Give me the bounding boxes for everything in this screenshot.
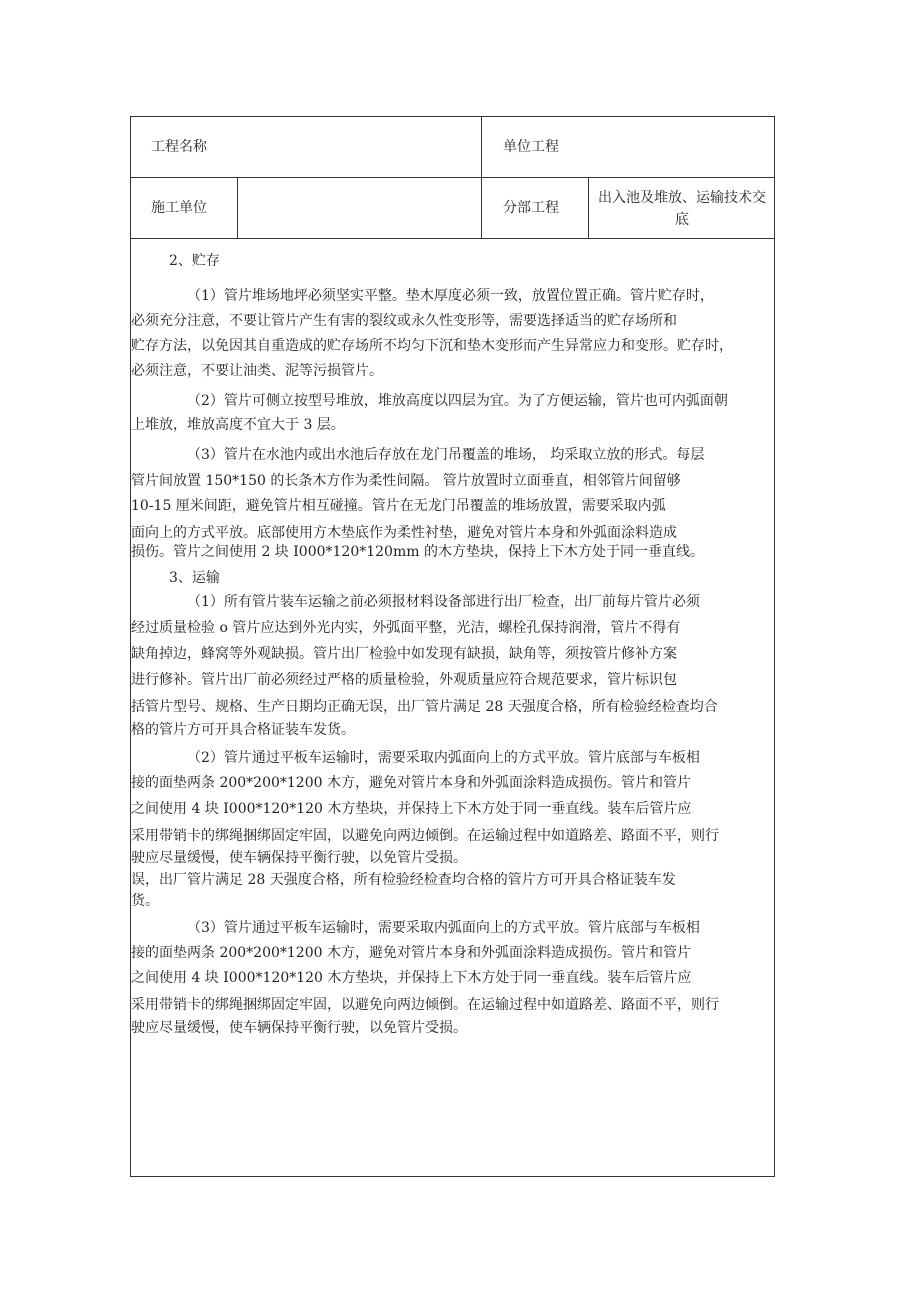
construction-unit-label: 施工单位	[151, 200, 207, 216]
disclosure-form-table	[130, 116, 775, 1177]
body-line: 采用带销卡的绑绳捆绑固定牢固，以避免向两边倾倒。在运输过程中如道路差、路面不平，则行	[131, 828, 719, 844]
body-line: 必须注意，不要让油类、泥等污损管片。	[131, 363, 383, 379]
body-line: 之间使用 4 块 I000*120*120 木方垫块，并保持上下木方处于同一垂直线。装车后管片应	[131, 970, 692, 986]
body-line: （3）管片在水池内或出水池后存放在龙门吊覆盖的堆场， 均采取立放的形式。每层	[187, 447, 705, 463]
body-line: 面向上的方式平放。底部使用方木垫底作为柔性衬垫，避免对管片本身和外弧面涂料造成	[131, 525, 677, 541]
body-line: 上堆放，堆放高度不宜大于 3 层。	[131, 417, 345, 433]
body-line: 采用带销卡的绑绳捆绑固定牢固，以避免向两边倾倒。在运输过程中如道路差、路面不平，则行	[131, 997, 719, 1013]
section-heading-transport: 3、运输	[169, 570, 220, 586]
body-line: （2）管片可侧立按型号堆放，堆放高度以四层为宜。为了方便运输，管片也可内弧面朝	[187, 393, 728, 409]
sub-project-value	[589, 187, 775, 231]
row-divider-1	[131, 177, 774, 178]
unit-project-label: 单位工程	[503, 139, 559, 155]
body-line: 格的管片方可开具合格证装车发货。	[131, 722, 355, 738]
sub-project-value-line2: 底	[675, 212, 689, 228]
body-line: 10-15 厘米间距，避免管片相互碰撞。管片在无龙门吊覆盖的堆场放置，需要采取内弧	[131, 498, 666, 514]
body-line: 缺角掉边，蜂窝等外观缺损。管片出厂检验中如发现有缺损，缺角等，须按管片修补方案	[131, 646, 677, 662]
column-divider-left	[237, 177, 238, 238]
body-line: （1）管片堆场地坪必须坚实平整。垫木厚度必须一致，放置位置正确。管片贮存时，	[187, 288, 714, 304]
body-line: 贮存方法，以免因其自重造成的贮存场所不均匀下沉和垫木变形而产生异常应力和变形。贮存时，	[131, 338, 733, 354]
project-name-label: 工程名称	[151, 139, 207, 155]
body-line: 管片间放置 150*150 的长条木方作为柔性间隔。 管片放置时立面垂直，相邻管片间留够	[131, 473, 681, 489]
body-line: 货。	[131, 893, 159, 909]
body-line: 误，出厂管片满足 28 天强度合格，所有检验经检查均合格的管片方可开具合格证装车发	[131, 872, 676, 888]
body-line: （2）管片通过平板车运输时，需要采取内弧面向上的方式平放。管片底部与车板相	[187, 750, 700, 766]
row-divider-2	[131, 238, 774, 239]
body-line: 之间使用 4 块 I000*120*120 木方垫块，并保持上下木方处于同一垂直线。装车后管片应	[131, 801, 692, 817]
body-line: 括管片型号、规格、生产日期均正确无误，出厂管片满足 28 天强度合格，所有检验经检查均合	[131, 699, 718, 715]
body-line: 经过质量检验 o 管片应达到外光内实，外弧面平整，光洁，螺栓孔保持润滑，管片不得有	[131, 620, 681, 636]
section-heading-storage: 2、贮存	[169, 253, 220, 269]
body-line: 损伤。管片之间使用 2 块 I000*120*120mm 的木方垫块，保持上下木方处于同一垂直线。	[131, 544, 704, 560]
body-line: 驶应尽量缓慢，使车辆保持平衡行驶，以免管片受损。	[131, 850, 467, 866]
body-line: （1）所有管片装车运输之前必须报材料设备部进行出厂检查，出厂前每片管片必须	[187, 594, 700, 610]
body-line: 进行修补。管片出厂前必须经过严格的质量检验，外观质量应符合规范要求，管片标识包	[131, 672, 677, 688]
body-line: 必须充分注意，不要让管片产生有害的裂纹或永久性变形等，需要选择适当的贮存场所和	[131, 313, 677, 329]
body-line: 驶应尽量缓慢，使车辆保持平衡行驶，以免管片受损。	[131, 1020, 467, 1036]
sub-project-label: 分部工程	[503, 200, 559, 216]
column-divider-middle	[481, 117, 482, 238]
body-line: （3）管片通过平板车运输时，需要采取内弧面向上的方式平放。管片底部与车板相	[187, 920, 700, 936]
body-line: 接的面垫两条 200*200*1200 木方，避免对管片本身和外弧面涂料造成损伤。管片和管片	[131, 775, 691, 791]
sub-project-value-line1: 出入池及堆放、运输技术交	[598, 190, 766, 206]
body-line: 接的面垫两条 200*200*1200 木方，避免对管片本身和外弧面涂料造成损伤。管片和管片	[131, 945, 691, 961]
